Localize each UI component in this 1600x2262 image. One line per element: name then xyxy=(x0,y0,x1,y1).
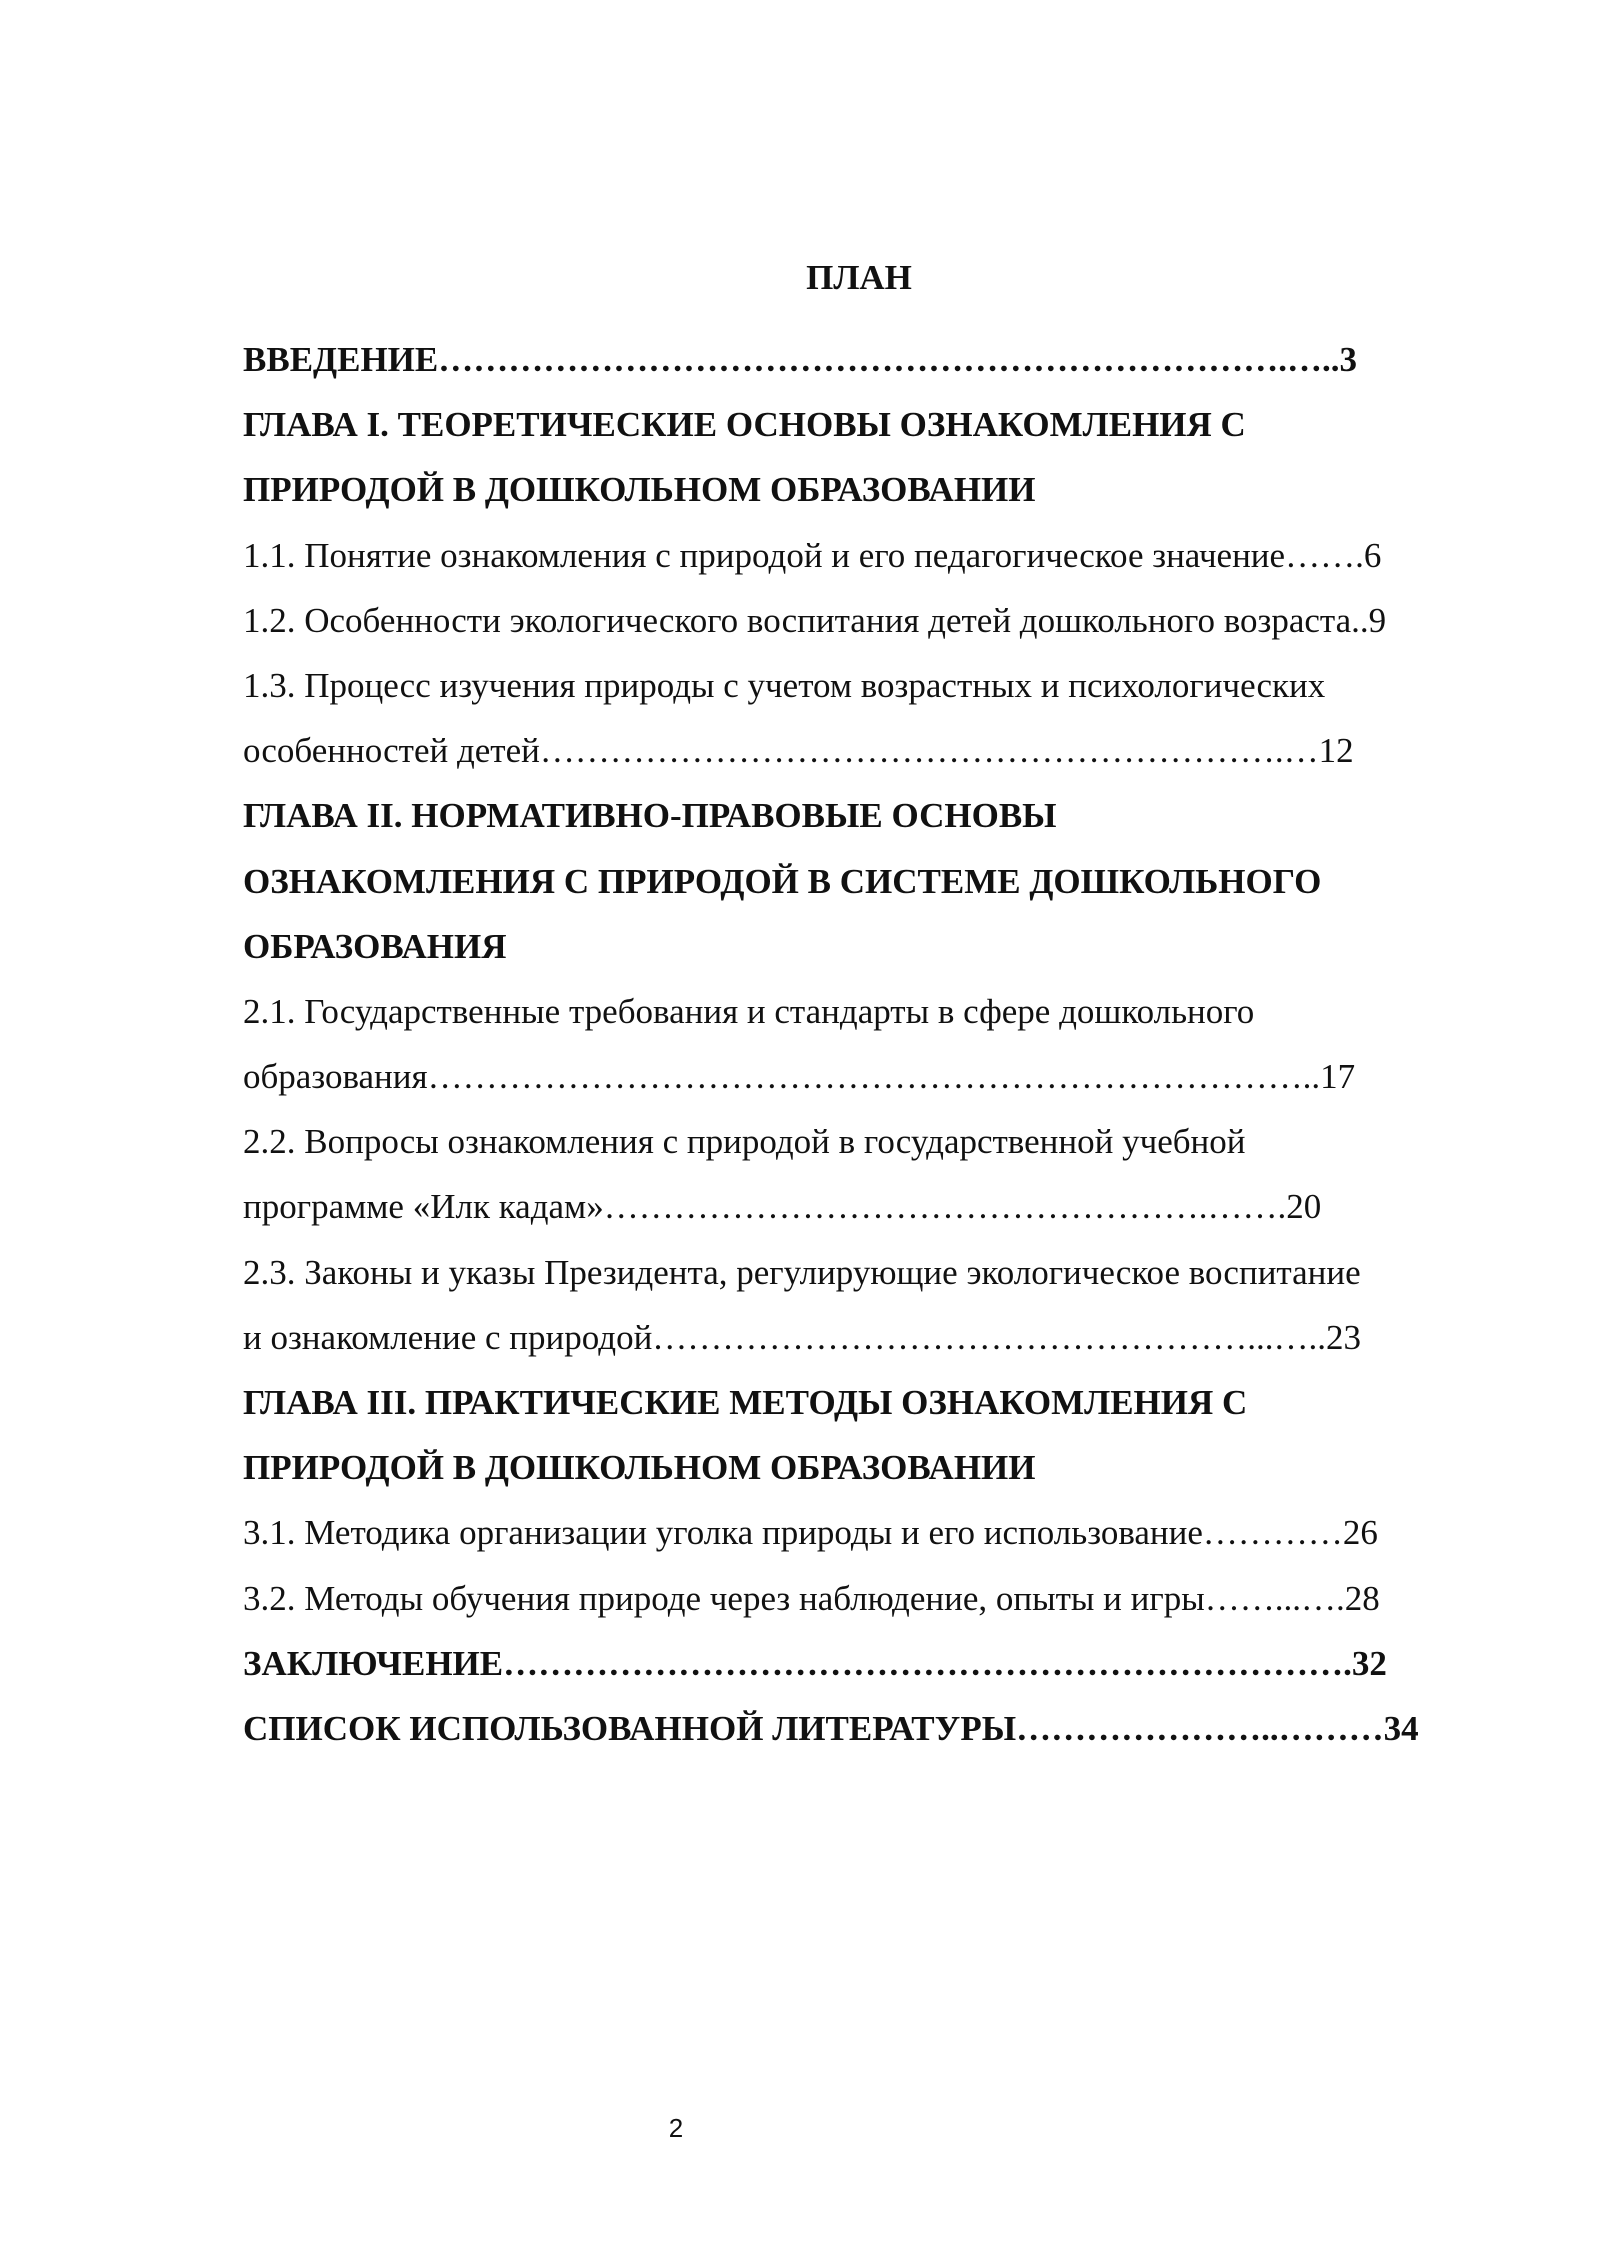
page-number: 2 xyxy=(668,2113,684,2143)
table-of-contents xyxy=(243,327,1483,1761)
toc-introduction: ВВЕДЕНИЕ……………………………………………………………….…..3 xyxy=(243,340,1358,379)
toc-section-3-2: 3.2. Методы обучения природе через наблюдение, опыты и игры……...….28 xyxy=(243,1578,1380,1618)
toc-section-1-2: 1.2. Особенности экологического воспитания детей дошкольного возраста..9 xyxy=(243,600,1387,640)
toc-conclusion: ЗАКЛЮЧЕНИЕ……………………………………………………………….32 xyxy=(243,1643,1387,1683)
toc-chapter-2-heading-cont: ОЗНАКОМЛЕНИЯ С ПРИРОДОЙ В СИСТЕМЕ ДОШКОЛЬНОГО xyxy=(243,861,1322,901)
toc-section-2-3-cont: и ознакомление с природой……………………………………………...…..23 xyxy=(243,1317,1362,1357)
toc-section-2-1: 2.1. Государственные требования и стандарты в сфере дошкольного xyxy=(243,991,1255,1031)
toc-chapter-3-heading-cont: ПРИРОДОЙ В ДОШКОЛЬНОМ ОБРАЗОВАНИИ xyxy=(243,1448,1036,1488)
toc-chapter-3-heading: ГЛАВА III. ПРАКТИЧЕСКИЕ МЕТОДЫ ОЗНАКОМЛЕНИЯ С xyxy=(243,1383,1248,1422)
toc-references: СПИСОК ИСПОЛЬЗОВАННОЙ ЛИТЕРАТУРЫ…………………..………34 xyxy=(243,1708,1419,1748)
toc-chapter-2-heading: ГЛАВА II. НОРМАТИВНО-ПРАВОВЫЕ ОСНОВЫ xyxy=(243,796,1057,836)
toc-section-3-1: 3.1. Методика организации уголка природы и его использование…………26 xyxy=(243,1513,1378,1553)
page-title: ПЛАН xyxy=(806,258,912,297)
toc-section-2-3: 2.3. Законы и указы Президента, регулирующие экологическое воспитание xyxy=(243,1252,1361,1292)
toc-section-1-3: 1.3. Процесс изучения природы с учетом возрастных и психологических xyxy=(243,665,1326,705)
toc-section-1-1: 1.1. Понятие ознакомления с природой и его педагогическое значение…….6 xyxy=(243,535,1382,575)
toc-section-1-3-cont: особенностей детей……………………………………………………….…12 xyxy=(243,731,1354,771)
toc-chapter-2-heading-cont-2: ОБРАЗОВАНИЯ xyxy=(243,926,507,966)
toc-section-2-1-cont: образования…………………………………………………………………..17 xyxy=(243,1057,1356,1097)
toc-section-2-2-cont: программе «Илк кадам»…………………………………………….…….20 xyxy=(243,1187,1322,1227)
toc-chapter-1-heading: ГЛАВА I. ТЕОРЕТИЧЕСКИЕ ОСНОВЫ ОЗНАКОМЛЕНИЯ С xyxy=(243,405,1246,445)
toc-section-2-2: 2.2. Вопросы ознакомления с природой в государственной учебной xyxy=(243,1122,1246,1162)
toc-chapter-1-heading-cont: ПРИРОДОЙ В ДОШКОЛЬНОМ ОБРАЗОВАНИИ xyxy=(243,470,1036,510)
